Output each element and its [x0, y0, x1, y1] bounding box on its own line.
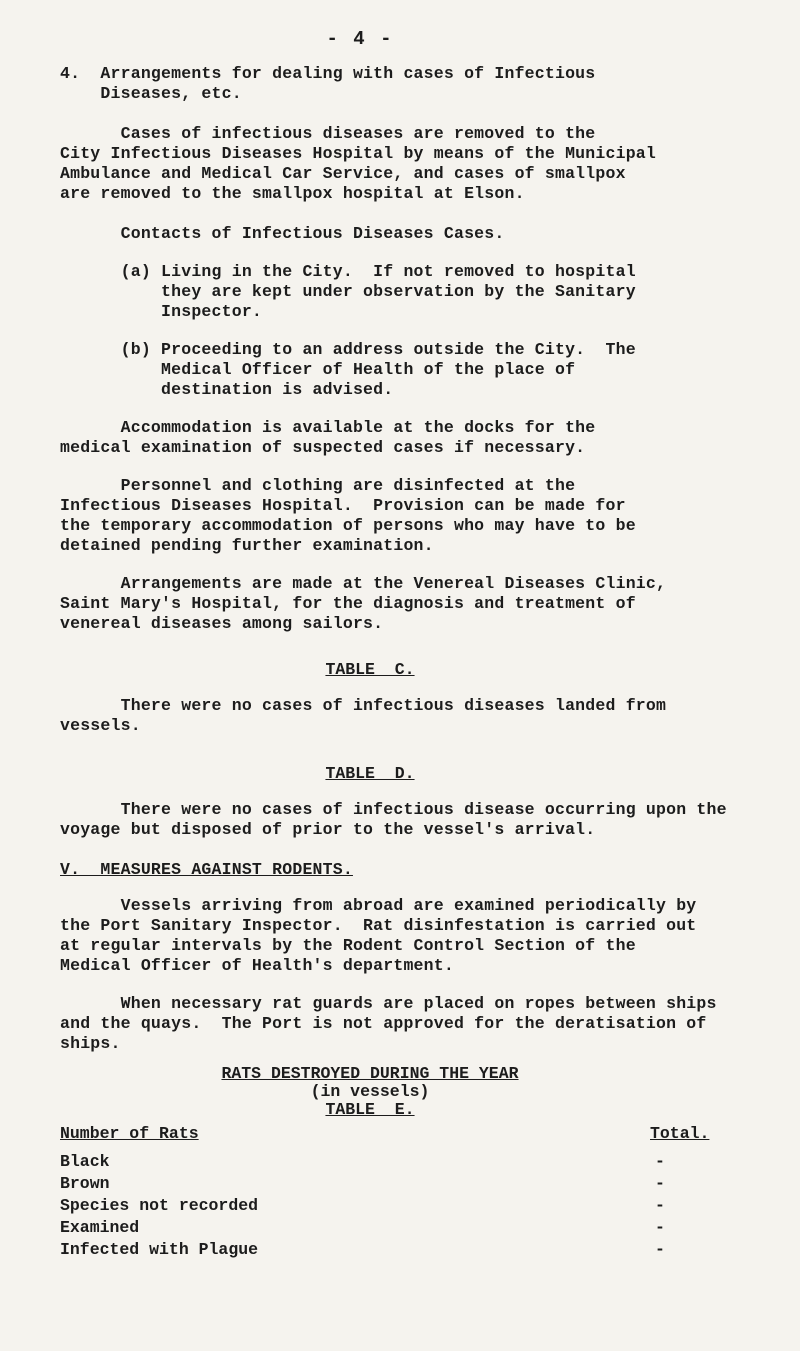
accommodation-line: medical examination of suspected cases if necessary.	[60, 438, 586, 457]
table-c-text: There were no cases of infectious diseases landed from	[60, 696, 667, 715]
row-value: -	[655, 1218, 665, 1237]
arrangements-line: Saint Mary's Hospital, for the diagnosis and treatment of	[60, 594, 636, 613]
contacts-heading: Contacts of Infectious Diseases Cases.	[60, 224, 505, 243]
table-row	[60, 1218, 700, 1240]
intro-line: Cases of infectious diseases are removed to the	[60, 124, 596, 143]
item-a-line: (a) Living in the City. If not removed to hospital	[60, 262, 636, 281]
row-label: Examined	[60, 1218, 140, 1237]
guards-line: and the quays. The Port is not approved for the deratisation of	[60, 1014, 707, 1033]
row-value: -	[655, 1152, 665, 1171]
table-d-title: TABLE D.	[325, 764, 415, 783]
row-label: Species not recorded	[60, 1196, 259, 1215]
arrangements-line: Arrangements are made at the Venereal Diseases Clinic,	[60, 574, 667, 593]
row-value: -	[655, 1196, 665, 1215]
column-header-total: Total.	[650, 1124, 710, 1143]
intro-line: City Infectious Diseases Hospital by means of the Municipal	[60, 144, 656, 163]
row-label: Infected with Plague	[60, 1240, 259, 1259]
intro-line: are removed to the smallpox hospital at Elson.	[60, 184, 525, 203]
item-b-line: Medical Officer of Health of the place of	[60, 360, 576, 379]
row-label: Black	[60, 1152, 110, 1171]
item-b-line: destination is advised.	[60, 380, 394, 399]
arrangements-line: venereal diseases among sailors.	[60, 614, 384, 633]
table-e-header	[60, 1124, 710, 1146]
row-value: -	[655, 1240, 665, 1259]
vessels-line: Medical Officer of Health's department.	[60, 956, 454, 975]
table-row	[60, 1196, 700, 1218]
table-row	[60, 1152, 700, 1174]
personnel-line: Personnel and clothing are disinfected at the	[60, 476, 576, 495]
guards-line: ships.	[60, 1034, 121, 1053]
intro-line: Ambulance and Medical Car Service, and cases of smallpox	[60, 164, 626, 183]
table-c-title: TABLE C.	[325, 660, 415, 679]
section-5-heading: V. MEASURES AGAINST RODENTS.	[60, 860, 353, 879]
guards-line: When necessary rat guards are placed on ropes between ships	[60, 994, 717, 1013]
table-e-title: RATS DESTROYED DURING THE YEAR	[221, 1064, 519, 1083]
section-4-heading-line-2: Diseases, etc.	[60, 84, 242, 103]
page-number: - 4 -	[326, 28, 394, 50]
personnel-line: the temporary accommodation of persons who may have to be	[60, 516, 636, 535]
item-a-line: they are kept under observation by the Sanitary	[60, 282, 636, 301]
table-e-label: TABLE E.	[325, 1100, 415, 1119]
vessels-line: at regular intervals by the Rodent Control Section of the	[60, 936, 636, 955]
item-a-line: Inspector.	[60, 302, 263, 321]
column-header-number-of-rats: Number of Rats	[60, 1124, 199, 1143]
table-e-body	[60, 1152, 700, 1262]
vessels-line: the Port Sanitary Inspector. Rat disinfestation is carried out	[60, 916, 697, 935]
table-d-text: There were no cases of infectious disease occurring upon the	[60, 800, 727, 819]
table-c-text: vessels.	[60, 716, 141, 735]
row-label: Brown	[60, 1174, 110, 1193]
personnel-line: detained pending further examination.	[60, 536, 434, 555]
table-row	[60, 1240, 700, 1262]
table-row	[60, 1174, 700, 1196]
accommodation-line: Accommodation is available at the docks for the	[60, 418, 596, 437]
vessels-line: Vessels arriving from abroad are examined periodically by	[60, 896, 697, 915]
item-b-line: (b) Proceeding to an address outside the City. The	[60, 340, 636, 359]
table-e-subtitle: (in vessels)	[310, 1082, 430, 1101]
row-value: -	[655, 1174, 665, 1193]
table-d-text: voyage but disposed of prior to the vessel's arrival.	[60, 820, 596, 839]
personnel-line: Infectious Diseases Hospital. Provision can be made for	[60, 496, 626, 515]
section-4-heading-line-1: 4. Arrangements for dealing with cases of Infectious	[60, 64, 596, 83]
